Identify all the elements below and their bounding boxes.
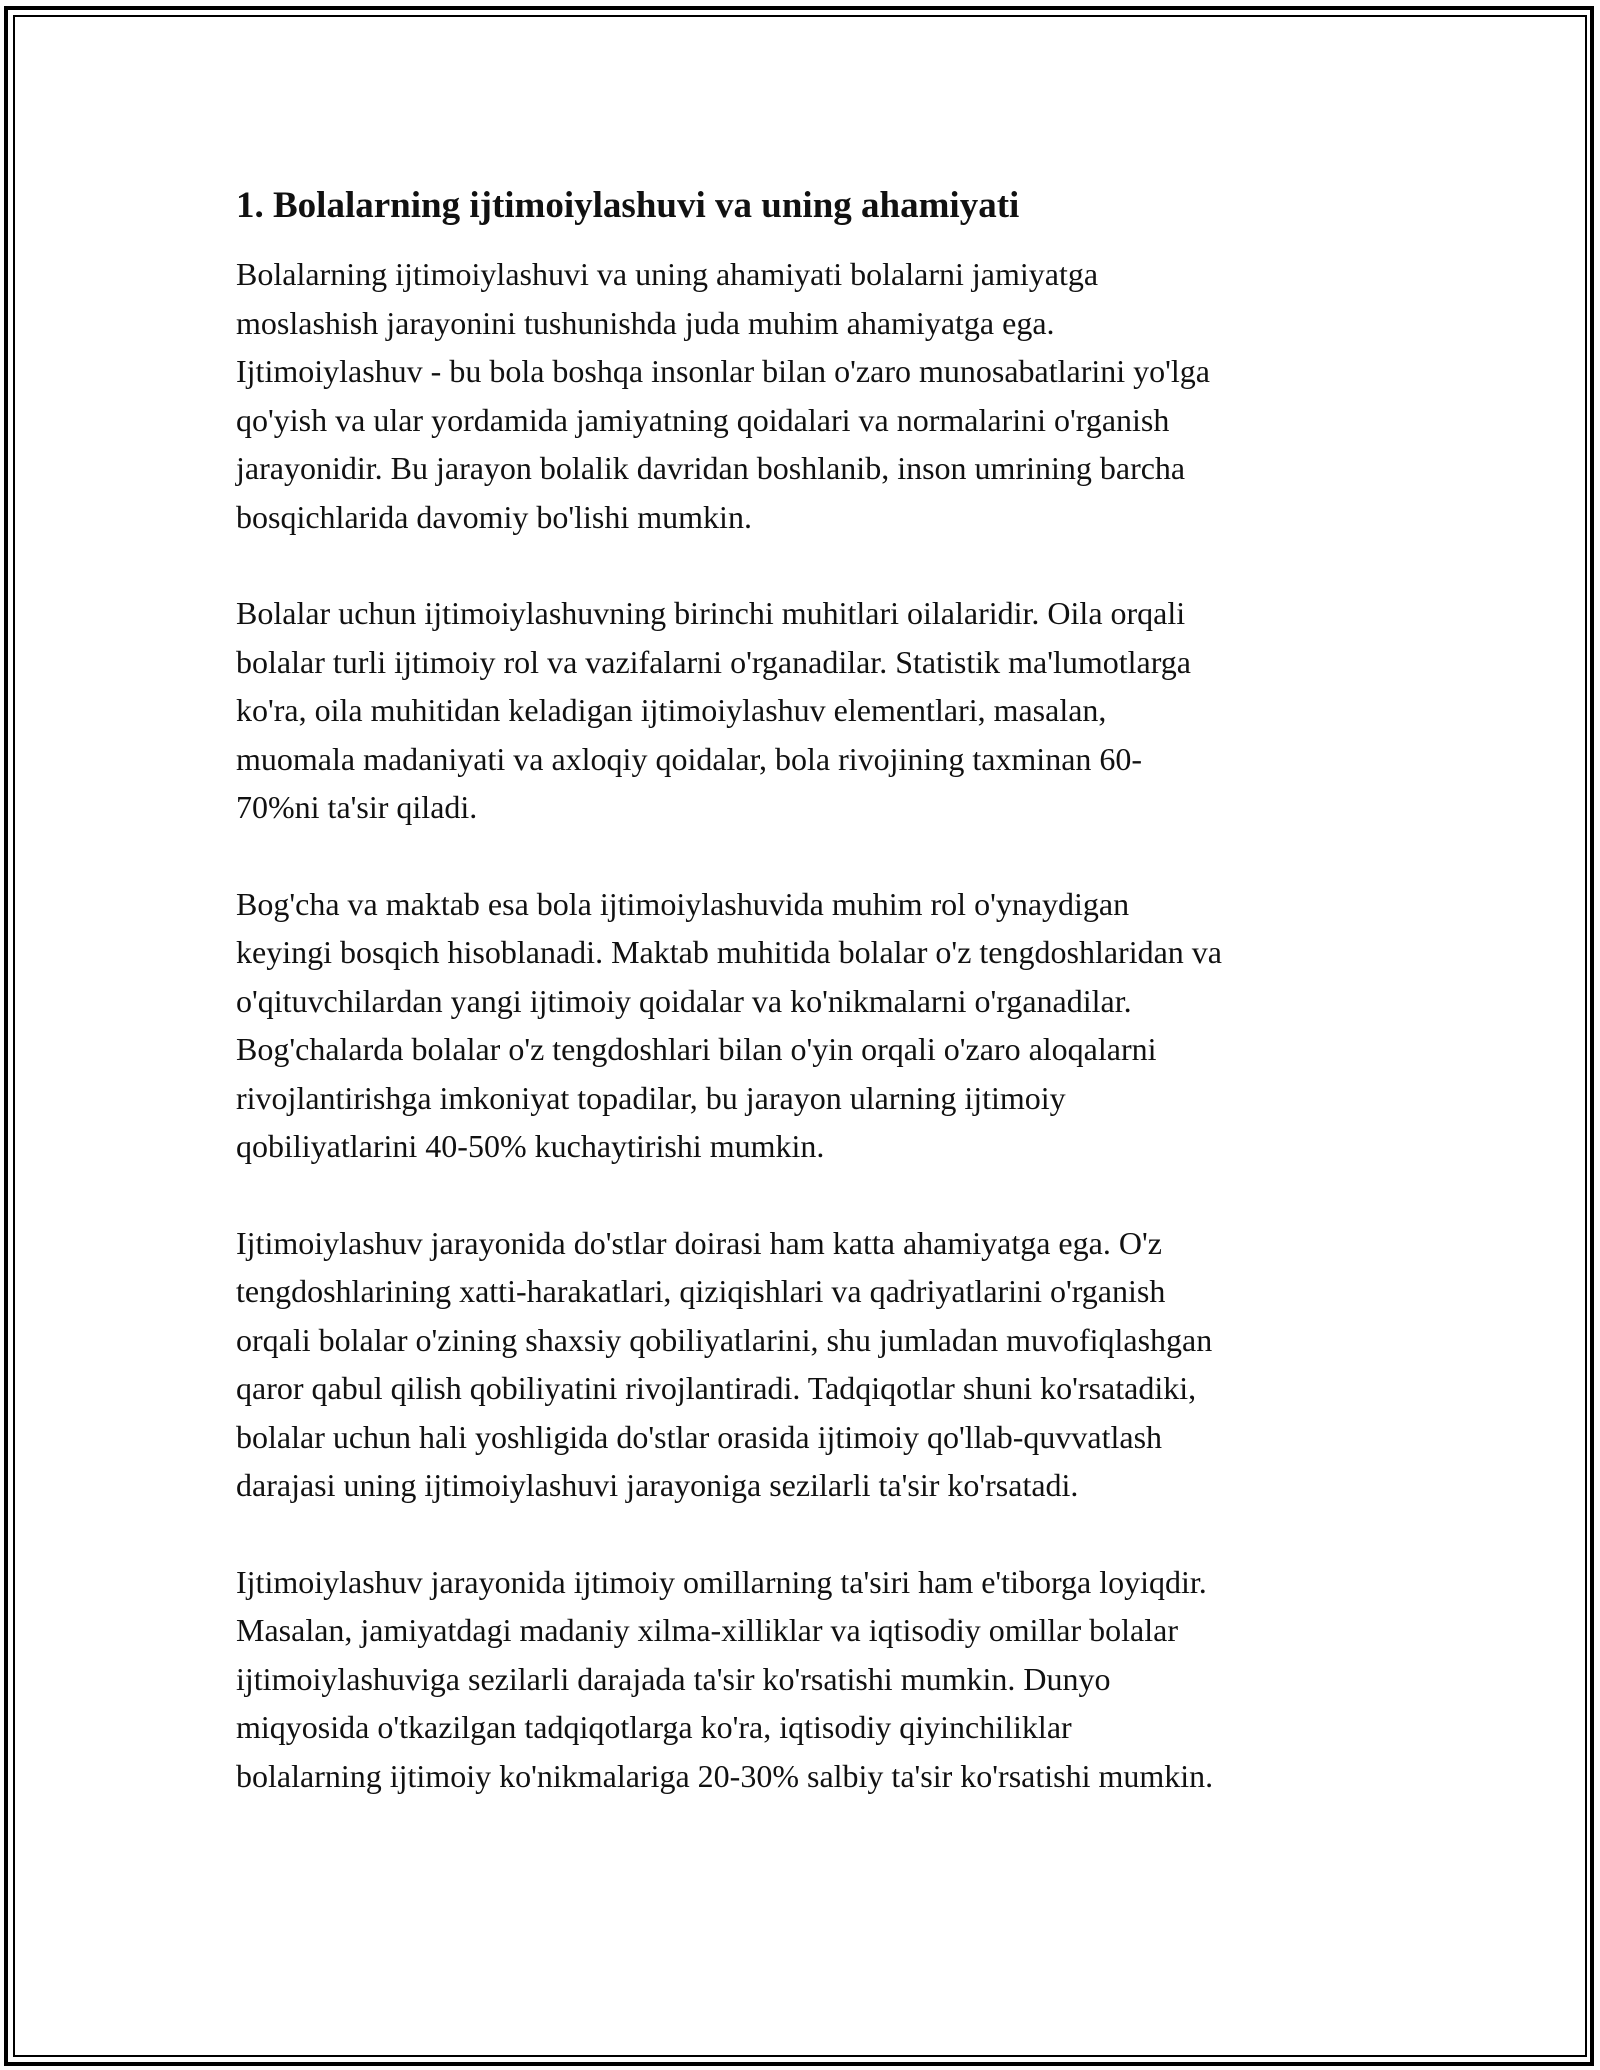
paragraph-line: jarayonidir. Bu jarayon bolalik davridan boshlanib, inson umrining barcha xyxy=(236,450,1186,486)
paragraph-line: bolalarning ijtimoiy ko'nikmalariga 20-30% salbiy ta'sir ko'rsatishi mumkin. xyxy=(236,1757,1214,1794)
paragraph-line: Bog'chalarda bolalar o'z tengdoshlari bilan o'yin orqali o'zaro aloqalarni xyxy=(236,1031,1157,1067)
paragraph-line: 70%ni ta'sir qiladi. xyxy=(236,789,478,825)
paragraph-line: tengdoshlarining xatti-harakatlari, qiziqishlari va qadriyatlarini o'rganish xyxy=(236,1273,1166,1309)
paragraph-line: ko'ra, oila muhitidan keladigan ijtimoiylashuv elementlari, masalan, xyxy=(236,692,1107,728)
paragraph-1 xyxy=(236,250,1376,541)
paragraph-line: darajasi uning ijtimoiylashuvi jarayoniga sezilarli ta'sir ko'rsatadi. xyxy=(236,1467,1079,1503)
paragraph-line: miqyosida o'tkazilgan tadqiqotlarga ko'ra, iqtisodiy qiyinchiliklar xyxy=(236,1709,1072,1745)
paragraph-line: qobiliyatlarini 40-50% kuchaytirishi mumkin. xyxy=(236,1128,825,1164)
paragraph-line: moslashish jarayonini tushunishda juda muhim ahamiyatga ega. xyxy=(236,304,1055,341)
paragraph-line: Ijtimoiylashuv jarayonida do'stlar doirasi ham katta ahamiyatga ega. O'z xyxy=(236,1224,1162,1261)
paragraph-line: keyingi bosqich hisoblanadi. Maktab muhitida bolalar o'z tengdoshlaridan va xyxy=(236,934,1222,970)
paragraph-line: Bog'cha va maktab esa bola ijtimoiylashuvida muhim rol o'ynaydigan xyxy=(236,885,1130,922)
paragraph-line: bolalar uchun hali yoshligida do'stlar orasida ijtimoiy qo'llab-quvvatlash xyxy=(236,1418,1163,1455)
paragraph-line: bolalar turli ijtimoiy rol va vazifalarni o'rganadilar. Statistik ma'lumotlarga xyxy=(236,643,1191,680)
document-body xyxy=(236,182,1376,1848)
paragraph-line: muomala madaniyati va axloqiy qoidalar, bola rivojining taxminan 60- xyxy=(236,740,1143,777)
paragraph-3 xyxy=(236,880,1376,1171)
paragraph-line: o'qituvchilardan yangi ijtimoiy qoidalar va ko'nikmalarni o'rganadilar. xyxy=(236,982,1132,1019)
section-heading: 1. Bolalarning ijtimoiylashuvi va uning ahamiyati xyxy=(236,185,1020,226)
paragraph-line: Ijtimoiylashuv jarayonida ijtimoiy omillarning ta'siri ham e'tiborga loyiqdir. xyxy=(236,1563,1207,1600)
paragraph-line: qo'yish va ular yordamida jamiyatning qoidalari va normalarini o'rganish xyxy=(236,401,1170,438)
paragraph-line: Bolalarning ijtimoiylashuvi va uning ahamiyati bolalarni jamiyatga xyxy=(236,256,1099,292)
paragraph-line: ijtimoiylashuviga sezilarli darajada ta'sir ko'rsatishi mumkin. Dunyo xyxy=(236,1660,1111,1697)
paragraph-line: qaror qabul qilish qobiliyatini rivojlantiradi. Tadqiqotlar shuni ko'rsatadiki, xyxy=(236,1370,1197,1406)
paragraph-4 xyxy=(236,1219,1376,1510)
paragraph-2 xyxy=(236,589,1376,832)
paragraph-line: rivojlantirishga imkoniyat topadilar, bu jarayon ularning ijtimoiy xyxy=(236,1079,1066,1116)
paragraph-line: bosqichlarida davomiy bo'lishi mumkin. xyxy=(236,498,752,535)
paragraph-line: Ijtimoiylashuv - bu bola boshqa insonlar bilan o'zaro munosabatlarini yo'lga xyxy=(236,353,1210,389)
paragraph-5 xyxy=(236,1558,1376,1801)
paragraph-line: Bolalar uchun ijtimoiylashuvning birinchi muhitlari oilalaridir. Oila orqali xyxy=(236,595,1186,631)
paragraph-line: Masalan, jamiyatdagi madaniy xilma-xilliklar va iqtisodiy omillar bolalar xyxy=(236,1612,1178,1648)
paragraph-line: orqali bolalar o'zining shaxsiy qobiliyatlarini, shu jumladan muvofiqlashgan xyxy=(236,1321,1213,1358)
